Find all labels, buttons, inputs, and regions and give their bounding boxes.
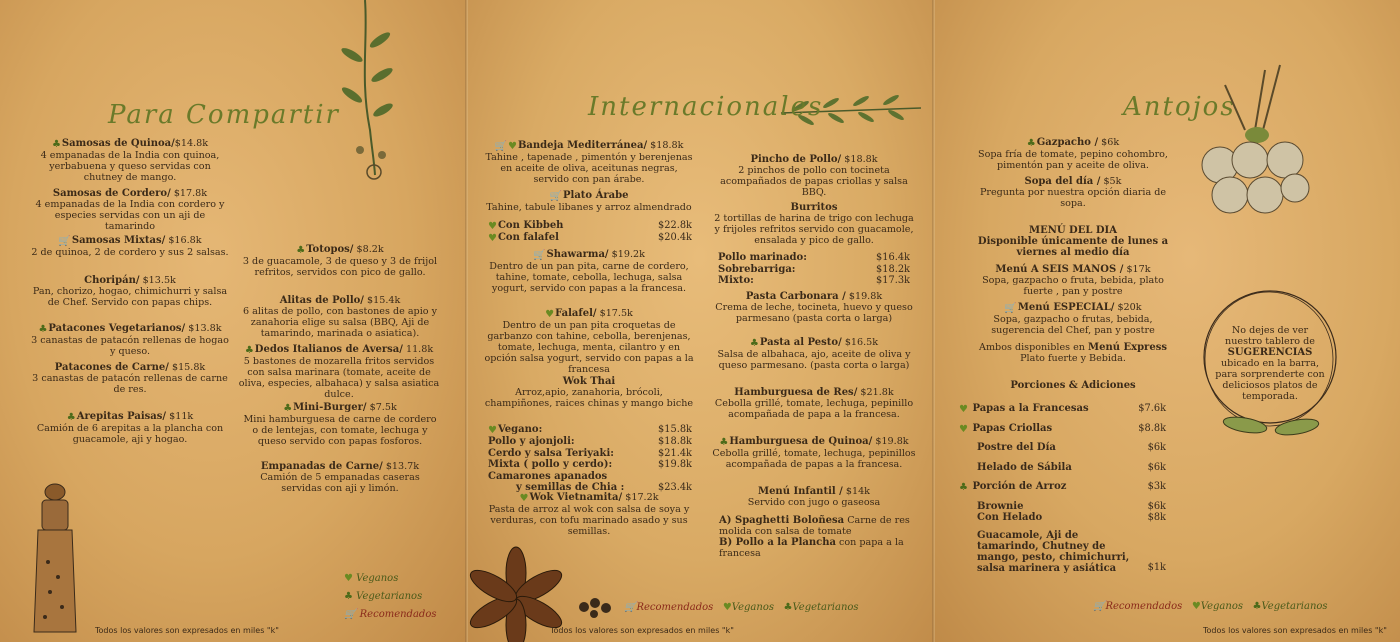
price-row [488, 220, 692, 232]
item-price: $14k [845, 486, 870, 497]
item-name: Pincho de Pollo/ [750, 154, 842, 165]
footer-note: Todos los valores son expresados en miles "k" [95, 626, 279, 635]
menu-item-shawarma [484, 249, 694, 294]
row-label: Papas Criollas [972, 422, 1053, 434]
porcion-row [959, 512, 1166, 524]
menu-del-dia-title: MENÚ DEL DIA [1029, 225, 1117, 236]
price-row [718, 275, 910, 287]
menu-item-sopa [973, 176, 1173, 209]
price-row [488, 471, 692, 483]
legend [624, 602, 859, 613]
row-price: $20.4k [658, 232, 692, 243]
row-price: $6k [1147, 461, 1166, 473]
heart-icon: ♥ [959, 423, 968, 435]
item-name: Hamburguesa de Quinoa/ [729, 436, 873, 447]
porcion-row [959, 399, 1166, 419]
menu-item-express [971, 342, 1175, 364]
item-description: 2 tortillas de harina de trigo con lechuga y frijoles refritos servido con guacamole, ensalada y pico de gallo. [714, 213, 914, 246]
menu-item-mini-burger [240, 402, 440, 447]
sugerencias-note [1213, 325, 1327, 402]
item-name: Empanadas de Carne/ [260, 461, 383, 472]
row-label: y semillas de Chia : [516, 482, 625, 493]
leaf-icon: ♣ [1026, 138, 1036, 149]
item-description: Crema de leche, tocineta, huevo y queso parmesano (pasta corta o larga) [715, 302, 913, 324]
item-price: $13.5k [142, 275, 176, 286]
option-desc: con papa a la francesa [719, 537, 904, 559]
item-name: Sopa del día / [1024, 176, 1101, 187]
fold-line [932, 0, 935, 642]
row-price: $19.8k [658, 459, 692, 470]
item-description: 5 bastones de mozarella fritos servidos con salsa marinara (tomate, aceite de oliva, especies, albahaca) y salsa asiatica dulce. [238, 356, 440, 400]
menu-item-gazpacho [973, 137, 1173, 171]
heart-icon: ♥ [722, 602, 732, 613]
heart-icon: ♥ [508, 141, 517, 152]
option-a [719, 515, 914, 537]
menu-item-plato-arabe [484, 190, 694, 213]
menu-item-seis-manos [973, 264, 1173, 297]
porcion-row [959, 438, 1166, 458]
porciones-list [959, 399, 1166, 574]
legend-label: Recomendados [1105, 601, 1183, 612]
porciones-heading: Porciones & Adiciones [1010, 380, 1136, 391]
cart-icon: 🛒 [344, 609, 357, 620]
item-price: $15.4k [367, 295, 401, 306]
item-price: $19.8k [875, 436, 909, 447]
peppercorns-illustration [578, 595, 618, 620]
row-label: Camarones apanados [488, 470, 608, 482]
row-price: $23.4k [658, 482, 692, 493]
item-price: $16.5k [844, 337, 879, 348]
item-price: $17k [1126, 264, 1151, 275]
cart-icon: 🛒 [1093, 601, 1106, 612]
footer-note: Todos los valores son expresados en miles "k" [550, 626, 734, 635]
panel-para-compartir [0, 0, 466, 642]
item-price: $19.2k [611, 249, 645, 260]
item-name: Arepitas Paisas/ [76, 411, 167, 422]
express-pre: Ambos disponibles en [979, 342, 1085, 353]
menu-item-arepitas [30, 411, 230, 445]
porcion-row [959, 419, 1166, 439]
item-description: Camión de 5 empanadas caseras servidas con aji y limón. [260, 472, 420, 494]
item-description: Servido con jugo o gaseosa [747, 497, 881, 508]
item-description: 3 canastas de patacón rellenas de hogao y queso. [31, 335, 229, 357]
leaf-icon: ♣ [296, 245, 306, 256]
item-description: 6 alitas de pollo, con bastones de apio y zanahoria elige su salsa (BBQ, Aji de tamarindo, marinada o asiatica). [242, 306, 438, 339]
row-label: Helado de Sábila [977, 461, 1072, 473]
item-name: Alitas de Pollo/ [279, 295, 364, 306]
item-name: Dedos Italianos de Aversa/ [254, 344, 403, 355]
item-price: $18.8k [650, 140, 684, 151]
item-price: $18.8k [844, 154, 878, 165]
item-name: Falafel/ [555, 308, 597, 319]
legend-label: Veganos [731, 602, 774, 613]
leaf-icon: ♣ [783, 602, 793, 613]
item-description: Cebolla grillé, tomate, lechuga, pepinillo acompañada de papa a la francesa. [714, 398, 914, 420]
item-price: $11k [169, 411, 194, 422]
herb-sprig-illustration [330, 0, 400, 190]
note-pre: No dejes de ver nuestro tablero de [1225, 325, 1315, 347]
row-label: Con falafel [497, 232, 559, 243]
menu-item-burritos [714, 202, 914, 246]
fold-line [465, 0, 468, 642]
item-name: Plato Árabe [563, 190, 629, 201]
item-description: Pregunta por nuestra opción diaria de sopa. [979, 187, 1167, 209]
row-price: $6k [1147, 500, 1166, 512]
row-price: $1k [1147, 562, 1166, 573]
menu-item-pincho [714, 154, 914, 198]
row-label: Brownie [977, 500, 1024, 512]
leaf-icon: ♣ [1252, 601, 1262, 612]
item-price: $8.2k [356, 244, 384, 255]
item-name: Samosas de Cordero/ [52, 188, 171, 199]
menu-item-pesto [714, 337, 914, 371]
item-price: $21.8k [860, 387, 894, 398]
leaf-icon: ♣ [344, 591, 353, 602]
row-label: Postre del Día [977, 442, 1056, 453]
legend-label: Recomendados [359, 609, 437, 620]
item-name: Patacones de Carne/ [54, 362, 169, 373]
menu-item-dedos-italianos [236, 344, 442, 400]
item-description: Pan, chorizo, hogao, chimichurri y salsa de Chef. Servido con papas chips. [32, 286, 228, 308]
legend-vegetarianos [344, 588, 436, 606]
item-description: Arroz,apio, zanahoria, brócoli, champiñones, raices chinas y mango biche [484, 387, 694, 409]
row-label: Con Helado [977, 512, 1043, 523]
cart-icon: 🛒 [533, 250, 546, 261]
menu-item-patacones-vegetarianos [28, 323, 232, 357]
row-label: Sobrebarriga: [718, 263, 796, 275]
cart-icon: 🛒 [549, 191, 562, 202]
item-name: Pasta al Pesto/ [759, 337, 842, 348]
row-label: Vegano: [497, 424, 543, 435]
item-price: $19.8k [848, 291, 883, 302]
price-row [488, 436, 692, 448]
legend [1093, 601, 1328, 612]
row-label: Papas a la Francesas [972, 403, 1089, 414]
item-description: 2 de quinoa, 2 de cordero y sus 2 salsas. [31, 247, 229, 258]
leaf-icon: ♣ [719, 437, 729, 448]
item-name: Hamburguesa de Res/ [734, 387, 858, 398]
row-price: $7.6k [1138, 403, 1166, 414]
cart-icon: 🛒 [58, 236, 71, 247]
item-name: Menú Express [1088, 342, 1167, 353]
leaf-icon: ♣ [66, 412, 76, 423]
price-row [488, 424, 692, 436]
price-row [488, 459, 692, 471]
item-name: Menú A SEIS MANOS / [995, 264, 1124, 275]
item-name: Choripán/ [84, 275, 140, 286]
legend-label: Vegetarianos [1261, 601, 1328, 612]
porciones-title [973, 380, 1173, 391]
note-key: SUGERENCIAS [1227, 347, 1313, 358]
item-description: Sopa, gazpacho o fruta, bebida, plato fuerte , pan y postre [982, 275, 1164, 297]
legend-label: Vegetarianos [792, 602, 859, 613]
cart-icon: 🛒 [494, 141, 507, 152]
heart-icon: ♥ [344, 573, 353, 584]
heart-icon: ♥ [545, 309, 555, 320]
menu-item-infantil [714, 486, 914, 508]
menu-del-dia-header [973, 225, 1173, 258]
row-price: $16.4k [876, 252, 910, 263]
item-description: Camión de 6 arepitas a la plancha con guacamole, aji y hogao. [36, 423, 224, 445]
row-label: Mixta ( pollo y cerdo): [488, 459, 613, 470]
row-price: $15.8k [658, 424, 692, 435]
item-description: Pasta de arroz al wok con salsa de soya y verduras, con tofu marinado asado y sus semillas. [488, 504, 690, 537]
item-description: Plato fuerte y Bebida. [1020, 353, 1126, 364]
menu-item-samosas-mixtas [30, 235, 230, 258]
item-name: Wok Thai [562, 376, 616, 387]
row-label: Pollo marinado: [718, 252, 807, 263]
row-label: Cerdo y salsa Teriyaki: [488, 447, 614, 459]
footer-note: Todos los valores son expresados en miles "k" [1203, 626, 1387, 635]
item-description: Sopa, gazpacho o frutas, bebida, sugerencia del Chef, pan y postre [991, 314, 1155, 336]
menu-item-infantil-options [719, 515, 914, 559]
legend-recomendados [344, 606, 436, 624]
item-description: 2 pinchos de pollo con tocineta acompañados de papas criollas y salsa BBQ. [720, 165, 908, 198]
item-name: Samosas de Quinoa/ [61, 138, 175, 149]
item-description: Cebolla grillé, tomate, lechuga, pepinillos acompañada de papas a la francesa. [712, 448, 916, 470]
row-price: $21.4k [658, 447, 692, 459]
section-title: Para Compartir [108, 100, 340, 130]
row-label: Porción de Arroz [972, 481, 1067, 492]
menu-item-samosas-cordero [30, 188, 230, 232]
legend [344, 570, 436, 624]
porcion-row [959, 458, 1166, 478]
menu-item-hamburguesa-res [714, 387, 914, 420]
item-name: Samosas Mixtas/ [71, 235, 166, 246]
item-price: $13.7k [385, 461, 420, 472]
item-price: $17.2k [625, 492, 659, 503]
item-price: $17.5k [599, 308, 633, 319]
heart-icon: ♥ [488, 221, 497, 232]
item-name: Patacones Vegetarianos/ [48, 323, 186, 334]
option-b [719, 537, 914, 559]
item-name: Menú Infantil / [758, 486, 843, 497]
item-name: Pasta Carbonara / [745, 291, 846, 302]
item-price: $6k [1101, 137, 1120, 148]
item-price: $20k [1117, 302, 1142, 313]
porcion-row [959, 501, 1166, 513]
leaf-icon: ♣ [283, 403, 293, 414]
panel-internacionales [466, 0, 933, 642]
item-price: $16.8k [168, 235, 202, 246]
legend-label: Veganos [356, 573, 399, 584]
item-description: 3 de guacamole, 3 de queso y 3 de frijol refritos, servidos con pico de gallo. [242, 256, 438, 278]
item-description: Sopa fría de tomate, pepino cohombro, pimentón pan y aceite de oliva. [978, 149, 1168, 171]
heart-icon: ♥ [488, 425, 497, 436]
menu-item-especial [971, 302, 1175, 336]
item-name: Shawarma/ [546, 249, 609, 260]
item-description: Tahine, tabule libanes y arroz almendrado [486, 202, 692, 213]
menu-item-bandeja [484, 140, 694, 185]
leaf-icon: ♣ [244, 345, 254, 356]
item-description: Tahine , tapenade , pimentón y berenjenas en aceite de oliva, aceitunas negras, servido con pan árabe. [485, 152, 693, 185]
item-price: $7.5k [369, 402, 397, 413]
row-price: $3k [1147, 481, 1166, 492]
menu-item-hamburguesa-quinoa [710, 436, 918, 470]
legend-label: Veganos [1200, 601, 1243, 612]
item-name: Gazpacho / [1036, 137, 1099, 148]
option-desc: Carne de res molida con salsa de tomate [719, 515, 910, 537]
item-description: 4 empanadas de la India con quinoa, yerbabuena y queso servidas con chutney de mango. [40, 150, 220, 183]
row-label: Mixto: [718, 275, 754, 286]
porcion-row [959, 477, 1166, 497]
menu-item-falafel [484, 308, 694, 375]
item-name: Wok Vietnamita/ [529, 492, 623, 503]
row-price: $8.8k [1138, 422, 1166, 434]
item-price: $13.8k [188, 323, 222, 334]
pepper-grinder-illustration [20, 482, 90, 642]
menu-item-alitas [240, 295, 440, 339]
row-price: $17.3k [876, 275, 910, 286]
leaf-icon: ♣ [959, 482, 968, 493]
heart-icon: ♥ [519, 493, 529, 504]
item-name: Bandeja Mediterránea/ [517, 140, 648, 151]
price-row [718, 252, 910, 264]
row-label: Pollo y ajonjoli: [488, 436, 575, 447]
item-name: Burritos [790, 202, 838, 213]
row-price: $18.8k [658, 436, 692, 447]
cart-icon: 🛒 [624, 602, 637, 613]
panel-antojos [933, 0, 1400, 642]
heart-icon: ♥ [1191, 601, 1201, 612]
note-post: ubicado en la barra, para sorprenderte con deliciosos platos de temporada. [1215, 358, 1325, 402]
item-description: Salsa de albahaca, ajo, aceite de oliva y queso parmesano. (pasta corta o larga) [717, 349, 911, 371]
item-name: Totopos/ [306, 244, 354, 255]
row-price: $8k [1147, 512, 1166, 523]
row-label: Guacamole, Aji de tamarindo, Chutney de mango, pesto, chimichurri, salsa marinera y asiática [977, 529, 1130, 574]
legend-label: Recomendados [636, 602, 714, 613]
cart-icon: 🛒 [1004, 303, 1017, 314]
price-row [488, 448, 692, 460]
section-title: Antojos [1123, 92, 1236, 122]
menu-item-empanadas [240, 461, 440, 494]
menu-item-samosas-quinoa [30, 138, 230, 183]
menu-item-patacones-carne [30, 362, 230, 395]
heart-icon: ♥ [959, 404, 968, 415]
wok-thai-options [488, 424, 692, 494]
leaf-icon: ♣ [51, 139, 61, 150]
burritos-options [718, 252, 910, 287]
option-name: A) Spaghetti Boloñesa [719, 515, 845, 526]
option-name: B) Pollo a la Plancha [719, 537, 836, 548]
item-price: $14.8k [174, 138, 209, 149]
item-name: Menú ESPECIAL/ [1017, 302, 1115, 313]
item-description: 4 empanadas de la India con cordero y especies servidas con un aji de tamarindo [35, 199, 225, 232]
item-price: $5k [1103, 176, 1122, 187]
menu-item-choripan [30, 275, 230, 308]
legend-label: Vegetarianos [356, 591, 423, 602]
item-price: 11.8k [405, 344, 434, 355]
row-price: $22.8k [658, 220, 692, 231]
price-row [718, 264, 910, 276]
price-row [488, 232, 692, 244]
menu-item-totopos [240, 244, 440, 278]
item-description: Mini hamburguesa de carne de cordero o de lentejas, con tomate, lechuga y queso servido con papas fosforos. [243, 414, 437, 447]
row-price: $18.2k [876, 263, 910, 275]
leaf-icon: ♣ [38, 324, 48, 335]
item-name: Mini-Burger/ [293, 402, 367, 413]
leaf-icon: ♣ [749, 338, 759, 349]
row-label: Con Kibbeh [497, 220, 564, 231]
menu-del-dia-subtitle: Disponible únicamente de lunes a viernes al medio día [977, 236, 1169, 258]
plato-arabe-options [488, 220, 692, 244]
legend-veganos [344, 570, 436, 588]
menu-item-wok-thai [484, 376, 694, 409]
menu-item-carbonara [714, 291, 914, 324]
item-price: $17.8k [173, 188, 208, 199]
item-price: $15.8k [171, 362, 206, 373]
porcion-row-salsas [959, 530, 1166, 574]
item-description: 3 canastas de patacón rellenas de carne de res. [32, 373, 228, 395]
heart-icon: ♥ [488, 233, 497, 244]
menu-item-wok-vietnamita [484, 492, 694, 537]
garlic-illustration [1195, 60, 1320, 230]
row-price: $6k [1147, 442, 1166, 453]
item-description: Dentro de un pan pita croquetas de garbanzo con tahine, cebolla, berenjenas, tomate, lechuga, menta, cilantro y en opción salsa yogurt, servido con papas a la francesa [484, 320, 694, 375]
section-title: Internacionales [588, 92, 824, 122]
item-description: Dentro de un pan pita, carne de cordero, tahine, tomate, cebolla, lechuga, salsa yogurt, servido con papas a la francesa. [489, 261, 689, 294]
